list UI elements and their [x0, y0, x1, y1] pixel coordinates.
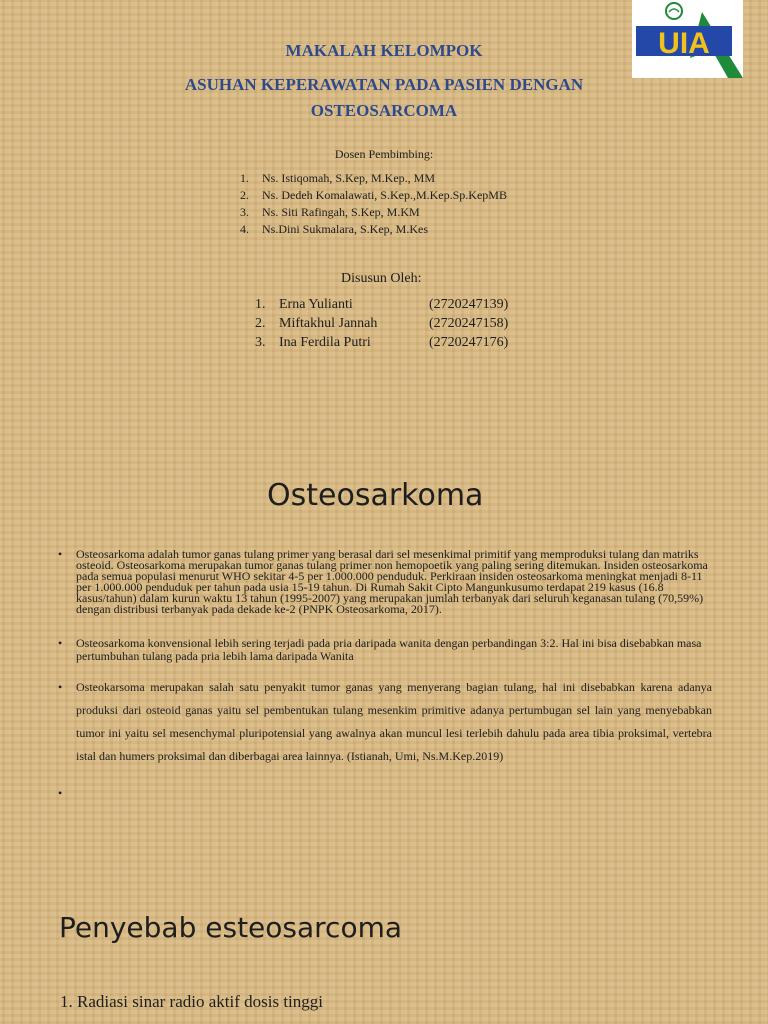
- dosen-name: Ns. Dedeh Komalawati, S.Kep.,M.Kep.Sp.KepMB: [262, 188, 507, 202]
- bullet-description: [58, 676, 712, 768]
- cover-title: MAKALAH KELOMPOK: [285, 41, 483, 60]
- dosen-list: [240, 170, 507, 238]
- bullet-dot: •: [58, 547, 63, 561]
- dosen-num: 3.: [240, 205, 249, 219]
- uia-logo: [632, 0, 743, 78]
- cover-subtitle-line1: ASUHAN KEPERAWATAN PADA PASIEN DENGAN: [184, 75, 584, 94]
- member-list: [255, 295, 508, 352]
- member-num: 1.: [255, 297, 266, 312]
- bullet-description-text: Osteokarsoma merupakan salah satu penyakit tumor ganas yang menyerang bagian tulang, hal ini disebabkan karena adanya produksi dari osteoid ganas yaitu sel pembentukan tulang mesenkim primitive adanya pertumbugan sel lain yang menyebabkan tumor ini yaitu sel mesenchymal pluripotensial yang awalnya akan muncul lesi terlebih dahulu pada area tibia proksimal, vertebra istal dan humers proksimal dan diberbagai area lainnya. (Istianah, Umi, Ns.M.Kep.2019): [76, 680, 712, 763]
- member-num: 2.: [255, 316, 266, 331]
- dosen-name: Ns.Dini Sukmalara, S.Kep, M.Kes: [262, 222, 428, 236]
- empty-bullet: •: [58, 786, 63, 800]
- member-item: [255, 333, 508, 352]
- dosen-item: [240, 187, 507, 204]
- dosen-item: [240, 204, 507, 221]
- member-item: [255, 295, 508, 314]
- member-name: Erna Yulianti: [279, 297, 353, 312]
- dosen-label: Dosen Pembimbing:: [334, 147, 434, 161]
- dosen-name: Ns. Istiqomah, S.Kep, M.Kep., MM: [262, 171, 435, 185]
- dosen-item: [240, 170, 507, 187]
- member-num: 3.: [255, 335, 266, 350]
- dosen-num: 2.: [240, 188, 249, 202]
- bullet-dot: •: [58, 636, 63, 650]
- member-id: (2720247158): [429, 316, 509, 331]
- cause-num: 1.: [60, 992, 73, 1011]
- dosen-name: Ns. Siti Rafingah, S.Kep, M.KM: [262, 205, 420, 219]
- logo-lettering: UIA: [658, 27, 710, 60]
- dosen-item: [240, 221, 507, 238]
- bullet-gender-text: Osteosarkoma konvensional lebih sering terjadi pada pria daripada wanita dengan perbandingan 3:2. Hal ini bisa disebabkan masa pertumbuhan tulang pada pria lebih lama daripada Wanita: [76, 636, 702, 663]
- bullet-definition: [58, 549, 714, 615]
- dosen-num: 1.: [240, 171, 249, 185]
- dosen-num: 4.: [240, 222, 249, 236]
- bullet-definition-text: Osteosarkoma adalah tumor ganas tulang primer yang berasal dari sel mesenkimal primitif yang memproduksi tulang dan matriks osteoid. Osteosarkoma merupakan tumor ganas tulang primer non hemopoetik yang paling sering ditemukan. Insiden osteosarkoma pada semua populasi menurut WHO sekitar 4-5 per 1.000.000 penduduk. Perkiraan insiden osteosarkoma meningkat menjadi 8-11 per 1.000.000 penduduk per tahun pada usia 15-19 tahun. Di Rumah Sakit Cipto Mangunkusumo terdapat 219 kasus (16.8 kasus/tahun) dalam kurun waktu 13 tahun (1995-2007) yang merupakan jumlah terbanyak dari seluruh keganasan tulang (70,59%) dengan distribusi terbanyak pada dekade ke-2 (PNPK Osteosarkoma, 2017).: [76, 547, 708, 616]
- member-name: Miftakhul Jannah: [279, 316, 378, 331]
- bullet-gender: [58, 637, 714, 663]
- member-id: (2720247176): [429, 335, 509, 350]
- member-item: [255, 314, 508, 333]
- member-id: (2720247139): [429, 297, 509, 312]
- cause-item: [60, 992, 323, 1012]
- cover-subtitle-line2: OSTEOSARCOMA: [310, 101, 458, 120]
- cover-slide: [0, 0, 768, 460]
- member-name: Ina Ferdila Putri: [279, 335, 371, 350]
- bullet-dot: •: [58, 680, 63, 694]
- uia-logo-icon: [632, 0, 743, 78]
- osteosarkoma-title: Osteosarkoma: [267, 478, 484, 513]
- penyebab-title: Penyebab esteosarcoma: [59, 911, 403, 944]
- disusun-label: Disusun Oleh:: [341, 271, 422, 286]
- cause-text: Radiasi sinar radio aktif dosis tinggi: [77, 992, 323, 1011]
